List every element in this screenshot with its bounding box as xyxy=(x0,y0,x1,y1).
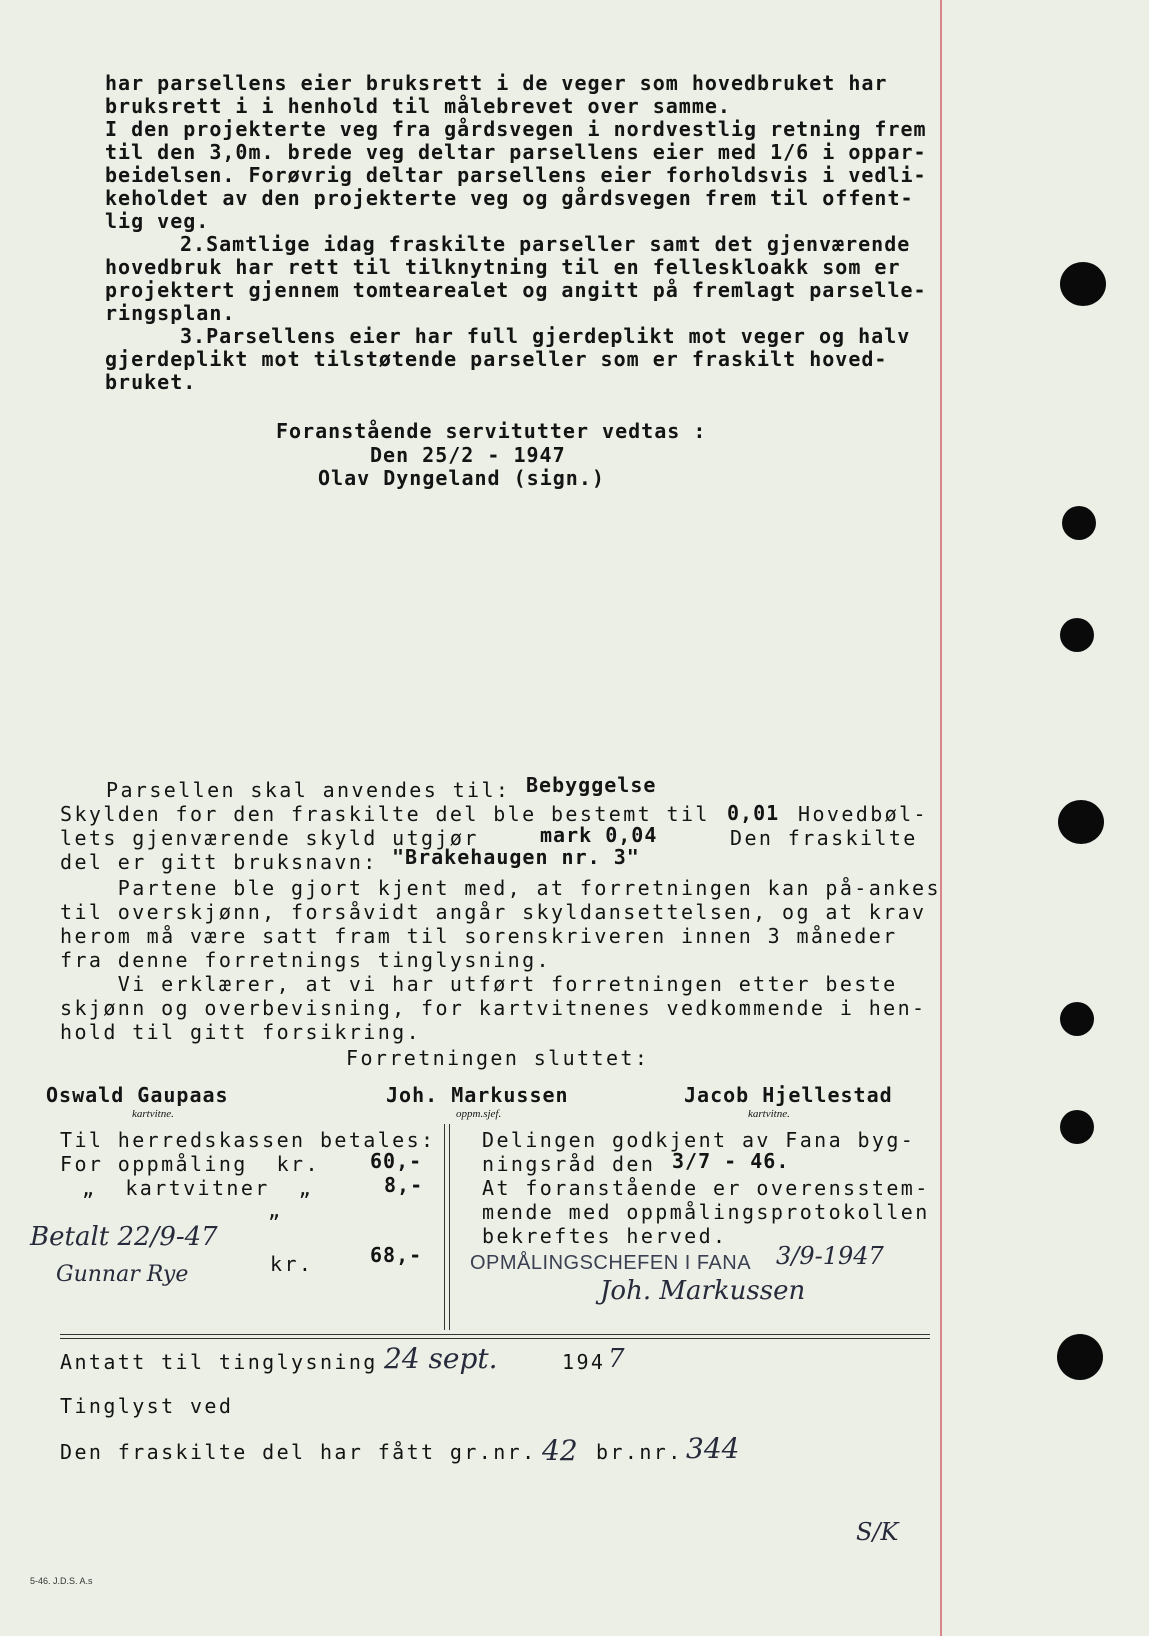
skyld-after-1: Hovedbøl- xyxy=(798,802,928,826)
payment-row-label: For oppmåling kr. xyxy=(60,1152,320,1176)
punch-hole xyxy=(1057,1334,1103,1380)
signature-name: Oswald Gaupaas xyxy=(46,1083,229,1107)
punch-hole xyxy=(1060,1110,1094,1144)
payment-ditto: „ xyxy=(268,1198,283,1222)
body-line: herom må være satt fram til sorenskriveren innen 3 måneder xyxy=(60,924,898,948)
servitutt-line: bruksrett i i henhold til målebrevet over samme. xyxy=(105,94,731,118)
payment-row-value: 8,- xyxy=(384,1173,424,1197)
antatt-year-typed: 194 xyxy=(562,1350,606,1374)
skyld-after-2: Den fraskilte xyxy=(730,826,918,850)
skyld-line-3: del er gitt bruksnavn: xyxy=(60,850,378,874)
servitutt-line: til den 3,0m. brede veg deltar parsellens eier med 1/6 i oppar- xyxy=(105,140,927,164)
vedtas-date: Den 25/2 - 1947 xyxy=(370,443,566,467)
anvendes-label: Parsellen skal anvendes til: xyxy=(106,778,511,802)
punch-hole xyxy=(1062,506,1096,540)
anvendes-value: Bebyggelse xyxy=(526,773,657,797)
body-line: fra denne forretnings tinglysning. xyxy=(60,948,551,972)
body-line: skjønn og overbevisning, for kartvitnenes vedkommende i hen- xyxy=(60,996,927,1020)
approval-date: 3/7 - 46. xyxy=(672,1149,790,1173)
servitutt-line: lig veg. xyxy=(105,209,210,233)
payment-row-label: „ kartvitner „ xyxy=(82,1176,314,1200)
skyld-value-2: mark 0,04 xyxy=(540,823,658,847)
servitutt-line: ringsplan. xyxy=(105,301,236,325)
approval-stamp-date: 3/9-1947 xyxy=(776,1242,884,1270)
antatt-year-handwritten: 7 xyxy=(608,1344,625,1374)
punch-hole xyxy=(1060,618,1094,652)
servitutt-line: 3.Parsellens eier har full gjerdeplikt mot veger og halv xyxy=(180,324,911,348)
servitutt-line: gjerdeplikt mot tilstøtende parseller som er fraskilt hoved- xyxy=(105,347,888,371)
body-line: Vi erklærer, at vi har utført forretningen etter beste xyxy=(60,972,898,996)
vedtas-signed: Olav Dyngeland (sign.) xyxy=(318,466,605,490)
approval-line: ningsråd den xyxy=(482,1152,656,1176)
servitutt-line: keholdet av den projekterte veg og gårdsvegen frem til offent- xyxy=(105,186,914,210)
servitutt-line: I den projekterte veg fra gårdsvegen i nordvestlig retning frem xyxy=(105,117,927,141)
payment-handwritten: Betalt 22/9-47 xyxy=(30,1222,218,1252)
signature-name: Jacob Hjellestad xyxy=(684,1083,893,1107)
print-code: 5-46. J.D.S. A.s xyxy=(30,1576,93,1586)
sluttet-line: Forretningen sluttet: xyxy=(346,1046,650,1070)
brnr-value: 344 xyxy=(686,1432,740,1465)
servitutt-line: hovedbruk har rett til tilknytning til en felleskloakk som er xyxy=(105,255,901,279)
punch-hole xyxy=(1060,262,1106,306)
tinglyst-label: Tinglyst ved xyxy=(60,1394,234,1418)
signature-role: kartvitne. xyxy=(132,1108,174,1120)
payment-handwritten-sign: Gunnar Rye xyxy=(56,1262,189,1287)
column-divider xyxy=(449,1124,450,1330)
column-divider xyxy=(444,1124,445,1330)
payment-total-label: kr. xyxy=(270,1252,314,1276)
servitutt-line: har parsellens eier bruksrett i de veger som hovedbruket har xyxy=(105,71,888,95)
punch-hole xyxy=(1058,800,1104,844)
servitutt-line: bruket. xyxy=(105,370,197,394)
antatt-handwritten: 24 sept. xyxy=(384,1342,498,1375)
grnr-value: 42 xyxy=(542,1434,578,1467)
skyld-line-2: lets gjenværende skyld utgjør xyxy=(60,826,479,850)
body-line: Partene ble gjort kjent med, at forretningen kan på-ankes xyxy=(60,876,941,900)
body-line: hold til gitt forsikring. xyxy=(60,1020,422,1044)
body-line: til overskjønn, forsåvidt angår skyldansettelsen, og at krav xyxy=(60,900,927,924)
servitutt-block xyxy=(105,72,945,394)
approval-line: bekreftes herved. xyxy=(482,1224,728,1248)
approval-line: At foranstående er overensstem- xyxy=(482,1176,930,1200)
initials: S/K xyxy=(856,1518,899,1546)
payment-row-value: 60,- xyxy=(370,1149,423,1173)
signature-role: kartvitne. xyxy=(748,1108,790,1120)
approval-stamp: OPMÅLINGSCHEFEN I FANA xyxy=(470,1252,752,1274)
signature-name: Joh. Markussen xyxy=(386,1083,569,1107)
antatt-label: Antatt til tinglysning xyxy=(60,1350,378,1374)
brnr-label: br.nr. xyxy=(596,1440,683,1464)
servitutt-line: beidelsen. Forøvrig deltar parsellens eier forholdsvis i vedli- xyxy=(105,163,927,187)
approval-line: mende med oppmålingsprotokollen xyxy=(482,1200,930,1224)
servitutt-line: 2.Samtlige idag fraskilte parseller samt det gjenværende xyxy=(180,232,911,256)
grnr-label: Den fraskilte del har fått gr.nr. xyxy=(60,1440,537,1464)
approval-line: Delingen godkjent av Fana byg- xyxy=(482,1128,916,1152)
payment-total-value: 68,- xyxy=(370,1243,423,1267)
servitutt-line: projektert gjennem tomtearealet og angitt på fremlagt parselle- xyxy=(105,278,927,302)
punch-hole xyxy=(1060,1002,1094,1036)
skyld-value-1: 0,01 xyxy=(727,801,780,825)
payment-header: Til herredskassen betales: xyxy=(60,1128,436,1152)
section-divider xyxy=(60,1338,930,1339)
signature-role: oppm.sjef. xyxy=(456,1108,502,1120)
vedtas-heading: Foranstående servitutter vedtas : xyxy=(276,419,707,443)
approval-signature: Joh. Markussen xyxy=(600,1276,806,1306)
skyld-line-1: Skylden for den fraskilte del ble bestemt til xyxy=(60,802,710,826)
body-paragraphs xyxy=(60,876,941,1044)
section-divider xyxy=(60,1334,930,1335)
bruksnavn-value: "Brakehaugen nr. 3" xyxy=(392,845,640,869)
